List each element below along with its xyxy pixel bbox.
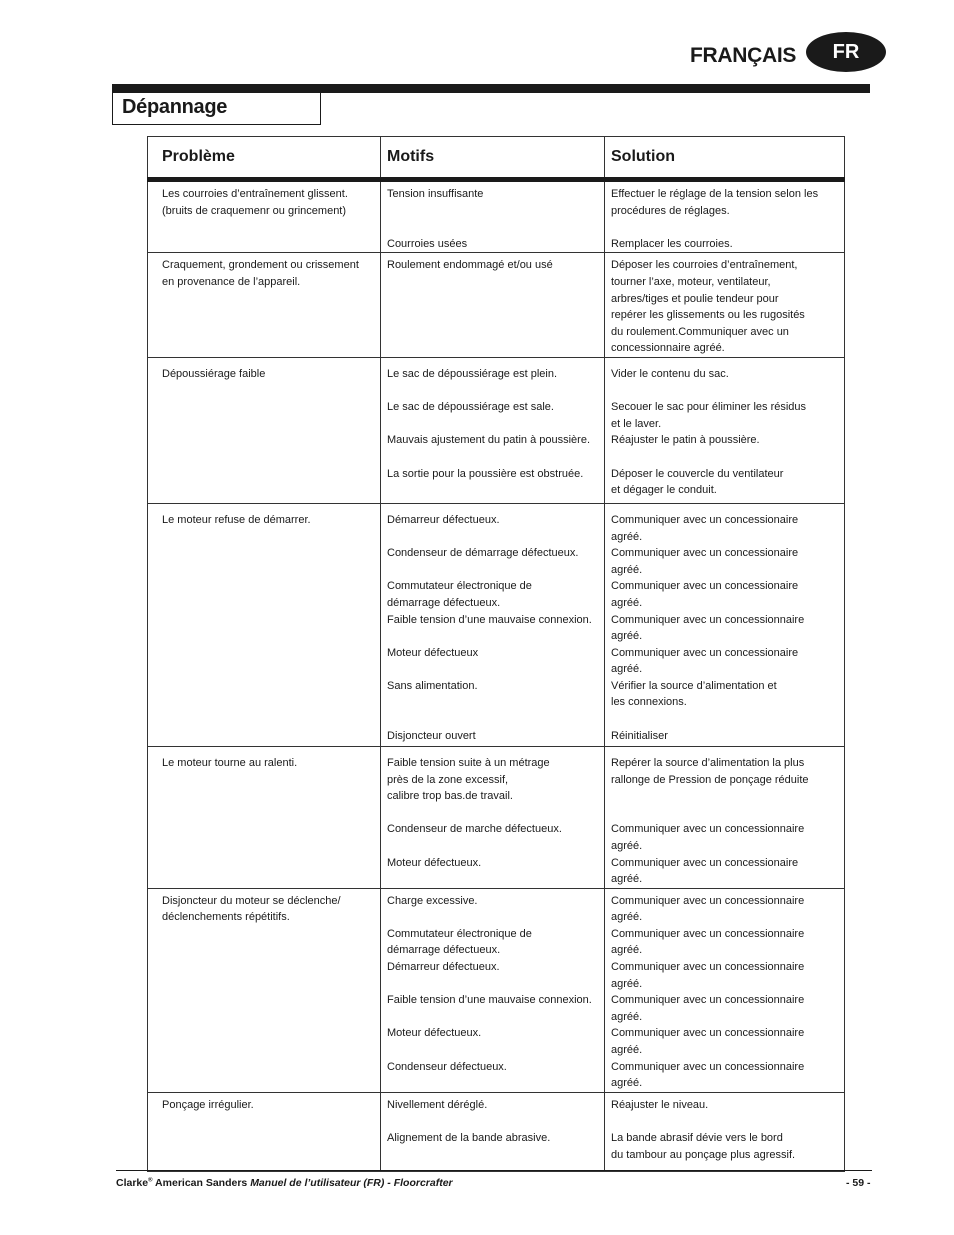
section-title: Dépannage (122, 96, 228, 118)
causes-cell: Le sac de dépoussiérage est plein. Le sac de dépoussiérage est sale. Mauvais ajustement du patin à poussière. La sortie pour la poussière est obstruée. (381, 357, 605, 503)
problem-cell: Ponçage irrégulier. (148, 1092, 381, 1171)
footer-manual: Manuel de l’utilisateur (FR) - Floorcrafter (250, 1177, 453, 1189)
language-label: FRANÇAIS (690, 44, 797, 67)
solution-cell: Réajuster le niveau. La bande abrasif dévie vers le bord du tambour au ponçage plus agressif. (605, 1092, 845, 1171)
column-header-solution: Solution (605, 137, 845, 180)
table-row (148, 357, 845, 503)
solution-cell: Repérer la source d’alimentation la plus rallonge de Pression de ponçage réduite Communiquer avec un concessionnaire agréé. Communiquer avec un concessionaire agréé. (605, 746, 845, 888)
registered-mark: ® (148, 1177, 153, 1184)
solution-cell: Communiquer avec un concessionaire agréé. Communiquer avec un concessionaire agréé. Communiquer avec un concessionaire agréé. Communiquer avec un concessionnaire agréé. Communiquer avec un concessionaire agréé. Vérifier la source d’alimentation et les connexions. Réinitialiser (605, 503, 845, 746)
footer-rule (116, 1170, 872, 1171)
problem-cell: Craquement, grondement ou crissement en provenance de l’appareil. (148, 253, 381, 358)
solution-cell: Déposer les courroies d’entraînement, tourner l’axe, moteur, ventilateur, arbres/tiges et poulie tendeur pour repérer les glissements ou les rugosités du roulement.Communiquer avec un concessionnaire agréé. (605, 253, 845, 358)
table-row (148, 746, 845, 888)
problem-cell: Le moteur refuse de démarrer. (148, 503, 381, 746)
causes-cell: Faible tension suite à un métrage près de la zone excessif, calibre trop bas.de travail. Condenseur de marche défectueux. Moteur défectueux. (381, 746, 605, 888)
problem-cell: Le moteur tourne au ralenti. (148, 746, 381, 888)
section-title-box (112, 93, 321, 125)
causes-cell: Démarreur défectueux. Condenseur de démarrage défectueux. Commutateur électronique de démarrage défectueux. Faible tension d’une mauvaise connexion. Moteur défectueux Sans alimentation. Disjoncteur ouvert (381, 503, 605, 746)
problem-cell: Dépoussiérage faible (148, 357, 381, 503)
table-row (148, 888, 845, 1092)
table-row (148, 1092, 845, 1171)
footer-company: American Sanders (152, 1177, 251, 1189)
column-header-causes: Motifs (381, 137, 605, 180)
solution-cell: Effectuer le réglage de la tension selon les procédures de réglages. Remplacer les courroies. (605, 180, 845, 253)
causes-cell: Tension insuffisante Courroies usées (381, 180, 605, 253)
troubleshooting-table (147, 136, 845, 1172)
table-header-row (148, 137, 845, 180)
header-rule (112, 84, 870, 93)
causes-cell: Charge excessive. Commutateur électronique de démarrage défectueux. Démarreur défectueux. Faible tension d’une mauvaise connexion. Moteur défectueux. Condenseur défectueux. (381, 888, 605, 1092)
page-number: - 59 - (846, 1177, 871, 1189)
solution-cell: Communiquer avec un concessionnaire agréé. Communiquer avec un concessionnaire agréé. Communiquer avec un concessionnaire agréé. Communiquer avec un concessionnaire agréé. Communiquer avec un concessionnaire agréé. Communiquer avec un concessionnaire agréé. (605, 888, 845, 1092)
causes-cell: Roulement endommagé et/ou usé (381, 253, 605, 358)
footer-manual-title (116, 1177, 453, 1189)
problem-cell: Les courroies d’entraînement glissent. (bruits de craquemenr ou grincement) (148, 180, 381, 253)
solution-cell: Vider le contenu du sac. Secouer le sac pour éliminer les résidus et le laver. Réajuster le patin à poussière. Déposer le couvercle du ventilateur et dégager le conduit. (605, 357, 845, 503)
table-row (148, 253, 845, 358)
causes-cell: Nivellement déréglé. Alignement de la bande abrasive. (381, 1092, 605, 1171)
problem-cell: Disjoncteur du moteur se déclenche/ déclenchements répétitifs. (148, 888, 381, 1092)
table-row (148, 180, 845, 253)
column-header-problem: Problème (148, 137, 381, 180)
language-badge: FR (806, 32, 886, 72)
footer-brand: Clarke (116, 1177, 149, 1189)
table-row (148, 503, 845, 746)
